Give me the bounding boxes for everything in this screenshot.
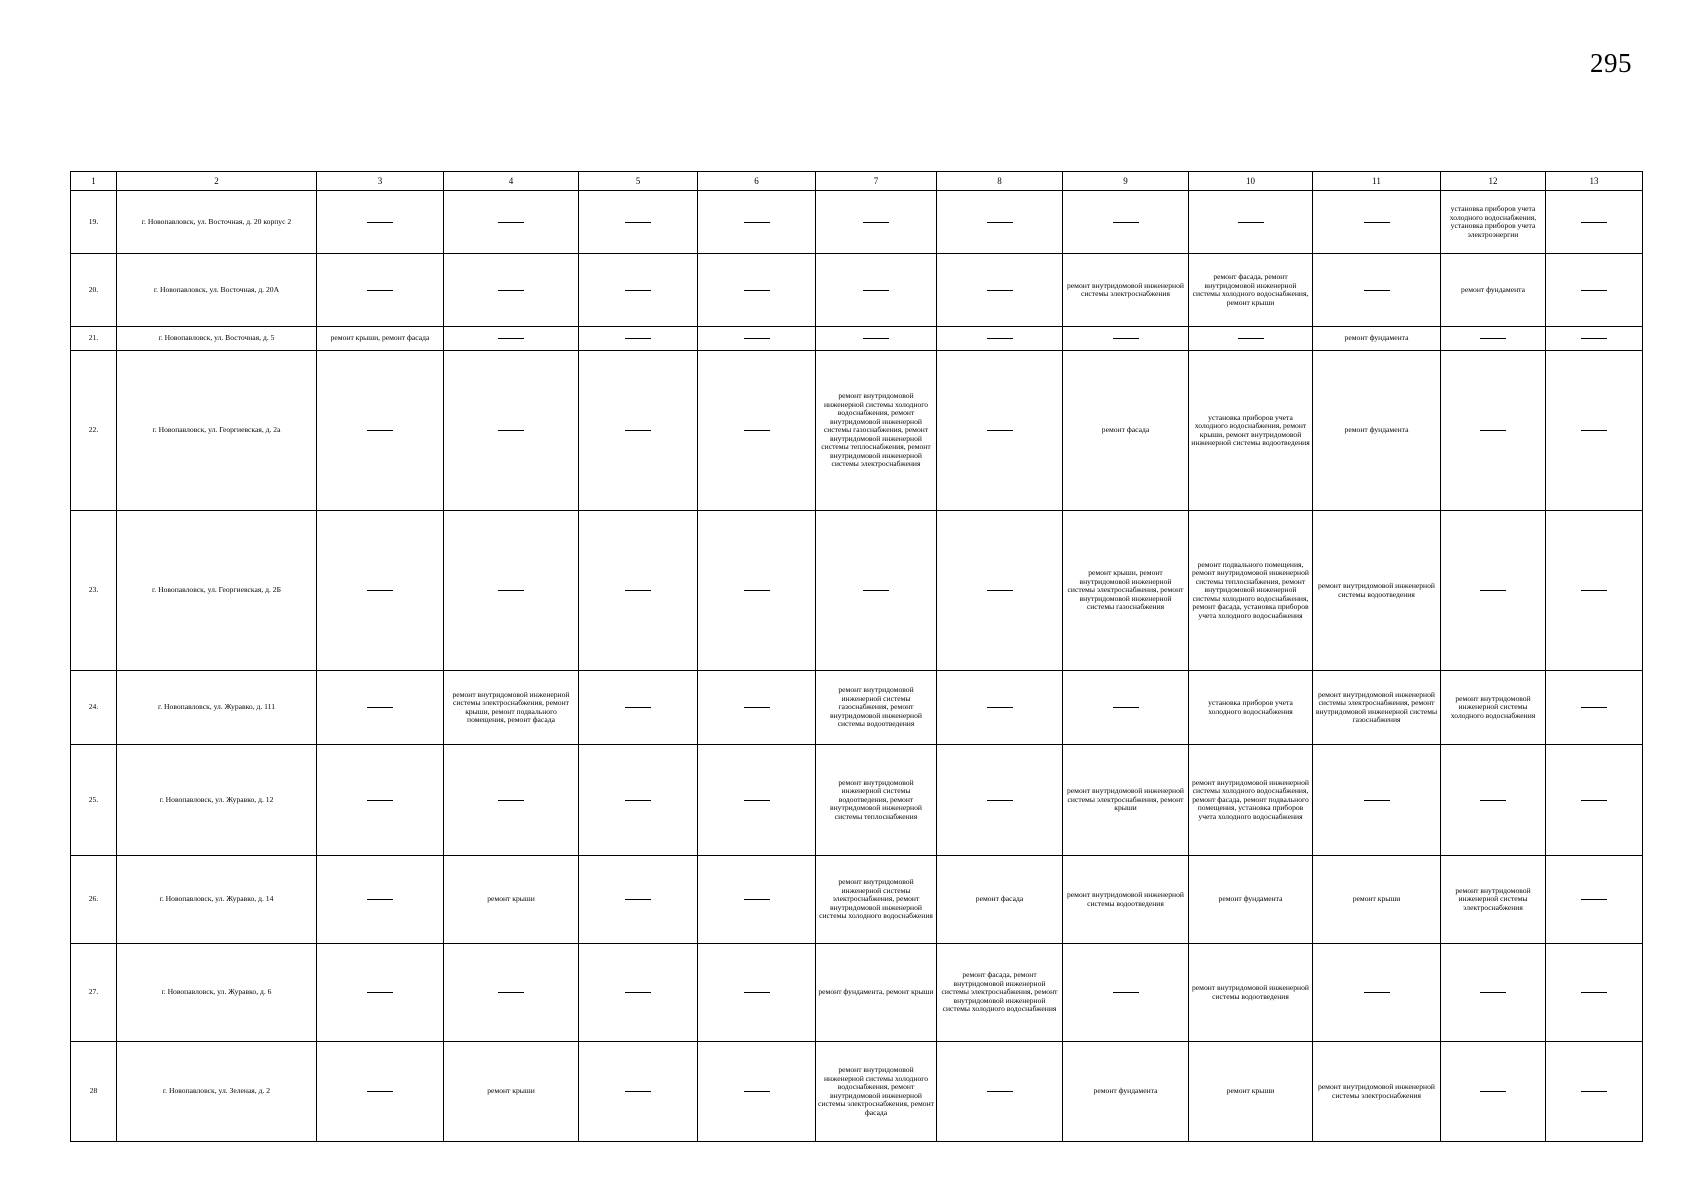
empty-dash <box>1364 222 1390 223</box>
work-cell-col-5 <box>579 327 698 351</box>
work-cell-col-12 <box>1441 511 1546 671</box>
work-description: ремонт внутридомовой инженерной системы холодного водоснабжения, ремонт внутридомовой инженерной системы электроснабжения, ремонт фасада <box>818 1065 934 1117</box>
empty-dash <box>1480 590 1506 591</box>
work-cell-col-10 <box>1189 254 1313 327</box>
column-number-5: 5 <box>579 172 698 191</box>
work-cell-col-8 <box>937 254 1063 327</box>
address-cell: г. Новопавловск, ул. Восточная, д. 5 <box>117 327 317 351</box>
empty-dash <box>367 290 393 291</box>
empty-dash <box>1581 707 1607 708</box>
work-cell-col-11 <box>1313 1042 1441 1142</box>
work-cell-col-10 <box>1189 671 1313 745</box>
repair-schedule-table <box>70 171 1643 1142</box>
work-cell-col-9 <box>1063 1042 1189 1142</box>
empty-dash <box>744 290 770 291</box>
address-cell: г. Новопавловск, ул. Зеленая, д. 2 <box>117 1042 317 1142</box>
table-row <box>71 856 1643 944</box>
work-description: ремонт внутридомовой инженерной системы электроснабжения <box>1455 885 1531 912</box>
work-description: ремонт фасада, ремонт внутридомовой инженерной системы холодного водоснабжения, ремонт крыши <box>1192 272 1309 307</box>
work-cell-col-8 <box>937 1042 1063 1142</box>
work-cell-col-6 <box>698 944 816 1042</box>
work-cell-col-11 <box>1313 671 1441 745</box>
work-description: установка приборов учета холодного водоснабжения <box>1208 698 1293 716</box>
work-cell-col-10 <box>1189 191 1313 254</box>
work-cell-col-11 <box>1313 327 1441 351</box>
work-cell-col-8 <box>937 856 1063 944</box>
work-cell-col-9 <box>1063 327 1189 351</box>
work-description: ремонт крыши <box>1226 1086 1275 1096</box>
work-cell-col-4 <box>444 327 579 351</box>
empty-dash <box>367 590 393 591</box>
empty-dash <box>498 992 524 993</box>
empty-dash <box>625 1091 651 1092</box>
work-cell-col-11 <box>1313 944 1441 1042</box>
column-number-8: 8 <box>937 172 1063 191</box>
work-cell-col-11 <box>1313 511 1441 671</box>
work-cell-col-12 <box>1441 856 1546 944</box>
work-cell-col-12 <box>1441 671 1546 745</box>
work-cell-col-9 <box>1063 191 1189 254</box>
empty-dash <box>625 338 651 339</box>
empty-dash <box>1480 800 1506 801</box>
address-cell: г. Новопавловск, ул. Журавко, д. 111 <box>117 671 317 745</box>
work-cell-col-7 <box>816 511 937 671</box>
work-cell-col-4 <box>444 191 579 254</box>
work-cell-col-9 <box>1063 511 1189 671</box>
empty-dash <box>625 290 651 291</box>
address-cell: г. Новопавловск, ул. Восточная, д. 20 корпус 2 <box>117 191 317 254</box>
work-cell-col-6 <box>698 671 816 745</box>
work-cell-col-6 <box>698 191 816 254</box>
work-cell-col-3 <box>317 511 444 671</box>
work-cell-col-6 <box>698 856 816 944</box>
work-cell-col-10 <box>1189 327 1313 351</box>
table-row <box>71 254 1643 327</box>
empty-dash <box>1581 899 1607 900</box>
work-cell-col-4 <box>444 254 579 327</box>
work-cell-col-4 <box>444 351 579 511</box>
row-number: 26. <box>71 856 117 944</box>
work-description: ремонт внутридомовой инженерной системы водоотведения <box>1318 581 1435 599</box>
work-cell-col-3 <box>317 1042 444 1142</box>
column-number-1: 1 <box>71 172 117 191</box>
address-cell: г. Новопавловск, ул. Восточная, д. 20А <box>117 254 317 327</box>
work-cell-col-13 <box>1546 856 1643 944</box>
work-cell-col-6 <box>698 745 816 856</box>
work-cell-col-3 <box>317 351 444 511</box>
empty-dash <box>744 899 770 900</box>
empty-dash <box>367 800 393 801</box>
column-number-3: 3 <box>317 172 444 191</box>
empty-dash <box>863 590 889 591</box>
empty-dash <box>625 707 651 708</box>
empty-dash <box>498 590 524 591</box>
work-description: ремонт внутридомовой инженерной системы холодного водоснабжения, ремонт внутридомовой инженерной системы газоснабжения, ремонт внутридомовой инженерной системы теплоснабжения, ремонт внутридомовой инженерной системы электроснабжения <box>821 391 931 469</box>
empty-dash <box>1364 800 1390 801</box>
work-description: ремонт фасада <box>1101 425 1150 435</box>
work-cell-col-12 <box>1441 1042 1546 1142</box>
work-cell-col-8 <box>937 511 1063 671</box>
empty-dash <box>1113 992 1139 993</box>
work-cell-col-8 <box>937 191 1063 254</box>
empty-dash <box>625 222 651 223</box>
empty-dash <box>1364 992 1390 993</box>
column-number-11: 11 <box>1313 172 1441 191</box>
empty-dash <box>744 992 770 993</box>
page-number: 295 <box>1590 48 1632 78</box>
work-cell-col-6 <box>698 1042 816 1142</box>
work-description: ремонт фундамента, ремонт крыши <box>818 987 934 997</box>
work-cell-col-8 <box>937 944 1063 1042</box>
address-cell: г. Новопавловск, ул. Журавко, д. 12 <box>117 745 317 856</box>
work-cell-col-9 <box>1063 856 1189 944</box>
empty-dash <box>367 430 393 431</box>
empty-dash <box>367 222 393 223</box>
table-row <box>71 327 1643 351</box>
empty-dash <box>987 290 1013 291</box>
work-cell-col-13 <box>1546 511 1643 671</box>
empty-dash <box>1581 222 1607 223</box>
table-row <box>71 1042 1643 1142</box>
empty-dash <box>863 290 889 291</box>
work-cell-col-13 <box>1546 745 1643 856</box>
empty-dash <box>1480 1091 1506 1092</box>
work-cell-col-9 <box>1063 745 1189 856</box>
work-cell-col-10 <box>1189 511 1313 671</box>
work-description: ремонт внутридомовой инженерной системы холодного водоснабжения, ремонт фасада, ремонт подвального помещения, установка приборов учета холодного водоснабжения <box>1192 777 1309 821</box>
empty-dash <box>1581 800 1607 801</box>
empty-dash <box>1581 290 1607 291</box>
empty-dash <box>987 800 1013 801</box>
work-cell-col-11 <box>1313 191 1441 254</box>
column-number-10: 10 <box>1189 172 1313 191</box>
work-description: ремонт внутридомовой инженерной системы электроснабжения, ремонт внутридомовой инженерной системы газоснабжения <box>1315 689 1438 724</box>
empty-dash <box>987 338 1013 339</box>
work-cell-col-8 <box>937 351 1063 511</box>
work-cell-col-12 <box>1441 327 1546 351</box>
empty-dash <box>498 338 524 339</box>
work-description: ремонт фундамента <box>1218 894 1283 904</box>
column-number-6: 6 <box>698 172 816 191</box>
work-description: ремонт крыши <box>487 894 535 904</box>
empty-dash <box>625 590 651 591</box>
empty-dash <box>1581 338 1607 339</box>
column-number-12: 12 <box>1441 172 1546 191</box>
empty-dash <box>1581 430 1607 431</box>
empty-dash <box>625 899 651 900</box>
row-number: 22. <box>71 351 117 511</box>
table-body <box>71 191 1643 1142</box>
empty-dash <box>863 338 889 339</box>
empty-dash <box>498 222 524 223</box>
work-cell-col-11 <box>1313 745 1441 856</box>
work-description: установка приборов учета холодного водоснабжения, ремонт крыши, ремонт внутридомовой инженерной системы водоотведения <box>1191 412 1310 447</box>
empty-dash <box>744 590 770 591</box>
work-description: ремонт фундамента <box>1344 333 1409 343</box>
work-cell-col-13 <box>1546 327 1643 351</box>
work-description: ремонт фундамента <box>1093 1086 1158 1096</box>
table-row <box>71 671 1643 745</box>
work-cell-col-9 <box>1063 944 1189 1042</box>
work-cell-col-3 <box>317 254 444 327</box>
empty-dash <box>744 707 770 708</box>
work-cell-col-5 <box>579 191 698 254</box>
work-cell-col-3 <box>317 327 444 351</box>
column-number-13: 13 <box>1546 172 1643 191</box>
row-number: 28 <box>71 1042 117 1142</box>
empty-dash <box>625 430 651 431</box>
work-cell-col-8 <box>937 671 1063 745</box>
work-cell-col-13 <box>1546 254 1643 327</box>
work-description: ремонт внутридомовой инженерной системы водоотведения <box>1067 890 1184 908</box>
work-cell-col-12 <box>1441 944 1546 1042</box>
work-description: ремонт фасада <box>975 894 1024 904</box>
work-description: ремонт внутридомовой инженерной системы водоотведения, ремонт внутридомовой инженерной системы теплоснабжения <box>830 777 922 821</box>
work-cell-col-7 <box>816 1042 937 1142</box>
work-cell-col-7 <box>816 745 937 856</box>
work-cell-col-3 <box>317 745 444 856</box>
empty-dash <box>1480 338 1506 339</box>
empty-dash <box>1113 222 1139 223</box>
empty-dash <box>1480 430 1506 431</box>
work-cell-col-5 <box>579 671 698 745</box>
column-number-row <box>71 172 1643 191</box>
empty-dash <box>1581 1091 1607 1092</box>
work-cell-col-5 <box>579 1042 698 1142</box>
work-cell-col-7 <box>816 351 937 511</box>
work-cell-col-6 <box>698 327 816 351</box>
work-cell-col-4 <box>444 856 579 944</box>
work-cell-col-3 <box>317 856 444 944</box>
work-cell-col-5 <box>579 511 698 671</box>
work-description: ремонт внутридомовой инженерной системы электроснабжения, ремонт крыши, ремонт подвального помещения, ремонт фасада <box>452 689 570 724</box>
work-cell-col-12 <box>1441 191 1546 254</box>
work-description: ремонт крыши <box>1352 894 1401 904</box>
work-description: ремонт внутридомовой инженерной системы холодного водоснабжения <box>1450 693 1536 720</box>
empty-dash <box>498 290 524 291</box>
work-cell-col-4 <box>444 511 579 671</box>
work-cell-col-7 <box>816 254 937 327</box>
empty-dash <box>367 1091 393 1092</box>
work-cell-col-9 <box>1063 351 1189 511</box>
empty-dash <box>744 430 770 431</box>
empty-dash <box>1364 290 1390 291</box>
work-cell-col-10 <box>1189 1042 1313 1142</box>
work-cell-col-8 <box>937 745 1063 856</box>
empty-dash <box>367 707 393 708</box>
work-cell-col-4 <box>444 1042 579 1142</box>
row-number: 24. <box>71 671 117 745</box>
work-cell-col-12 <box>1441 351 1546 511</box>
work-cell-col-5 <box>579 944 698 1042</box>
work-cell-col-13 <box>1546 1042 1643 1142</box>
work-cell-col-9 <box>1063 671 1189 745</box>
empty-dash <box>1480 992 1506 993</box>
column-number-9: 9 <box>1063 172 1189 191</box>
empty-dash <box>987 1091 1013 1092</box>
empty-dash <box>744 800 770 801</box>
work-cell-col-12 <box>1441 745 1546 856</box>
empty-dash <box>625 800 651 801</box>
empty-dash <box>863 222 889 223</box>
empty-dash <box>744 338 770 339</box>
empty-dash <box>987 222 1013 223</box>
work-cell-col-10 <box>1189 351 1313 511</box>
column-number-4: 4 <box>444 172 579 191</box>
work-cell-col-5 <box>579 351 698 511</box>
work-description: ремонт крыши, ремонт фасада <box>330 333 430 343</box>
empty-dash <box>744 1091 770 1092</box>
work-cell-col-6 <box>698 254 816 327</box>
work-cell-col-7 <box>816 944 937 1042</box>
empty-dash <box>1113 338 1139 339</box>
work-cell-col-10 <box>1189 944 1313 1042</box>
work-cell-col-13 <box>1546 191 1643 254</box>
empty-dash <box>1581 590 1607 591</box>
work-description: ремонт внутридомовой инженерной системы электроснабжения, ремонт крыши <box>1067 786 1184 813</box>
row-number: 25. <box>71 745 117 856</box>
empty-dash <box>1238 222 1264 223</box>
work-description: ремонт крыши, ремонт внутридомовой инженерной системы электроснабжения, ремонт внутридомовой инженерной системы газоснабжения <box>1067 568 1184 612</box>
work-cell-col-4 <box>444 944 579 1042</box>
address-cell: г. Новопавловск, ул. Журавко, д. 6 <box>117 944 317 1042</box>
empty-dash <box>1113 707 1139 708</box>
address-cell: г. Новопавловск, ул. Журавко, д. 14 <box>117 856 317 944</box>
work-cell-col-11 <box>1313 254 1441 327</box>
work-description: ремонт подвального помещения, ремонт внутридомовой инженерной системы теплоснабжения, ремонт внутридомовой инженерной системы холодного водоснабжения, ремонт фасада, установка приборов учета холодного водоснабжения <box>1192 559 1309 620</box>
work-cell-col-4 <box>444 745 579 856</box>
work-cell-col-7 <box>816 671 937 745</box>
address-cell: г. Новопавловск, ул. Георгиевская, д. 2Б <box>117 511 317 671</box>
column-number-7: 7 <box>816 172 937 191</box>
work-cell-col-5 <box>579 856 698 944</box>
work-cell-col-10 <box>1189 856 1313 944</box>
row-number: 23. <box>71 511 117 671</box>
empty-dash <box>625 992 651 993</box>
work-cell-col-6 <box>698 511 816 671</box>
column-number-2: 2 <box>117 172 317 191</box>
work-cell-col-3 <box>317 191 444 254</box>
work-cell-col-11 <box>1313 856 1441 944</box>
work-cell-col-8 <box>937 327 1063 351</box>
empty-dash <box>744 222 770 223</box>
work-description: ремонт внутридомовой инженерной системы газоснабжения, ремонт внутридомовой инженерной системы водоотведения <box>830 685 922 729</box>
work-description: ремонт внутридомовой инженерной системы водоотведения <box>1192 983 1309 1001</box>
work-cell-col-5 <box>579 254 698 327</box>
table-row <box>71 191 1643 254</box>
work-cell-col-4 <box>444 671 579 745</box>
empty-dash <box>987 707 1013 708</box>
address-cell: г. Новопавловск, ул. Георгиевская, д. 2а <box>117 351 317 511</box>
work-description: ремонт фундамента <box>1461 284 1525 294</box>
empty-dash <box>498 430 524 431</box>
empty-dash <box>498 800 524 801</box>
table-row <box>71 351 1643 511</box>
work-cell-col-6 <box>698 351 816 511</box>
work-description: ремонт внутридомовой инженерной системы электроснабжения <box>1318 1082 1435 1100</box>
work-cell-col-13 <box>1546 944 1643 1042</box>
work-cell-col-12 <box>1441 254 1546 327</box>
work-description: ремонт внутридомовой инженерной системы электроснабжения, ремонт внутридомовой инженерной системы холодного водоснабжения <box>819 877 933 921</box>
work-cell-col-3 <box>317 671 444 745</box>
empty-dash <box>987 430 1013 431</box>
work-cell-col-7 <box>816 327 937 351</box>
work-cell-col-11 <box>1313 351 1441 511</box>
empty-dash <box>367 899 393 900</box>
work-cell-col-9 <box>1063 254 1189 327</box>
work-cell-col-7 <box>816 191 937 254</box>
work-cell-col-5 <box>579 745 698 856</box>
row-number: 19. <box>71 191 117 254</box>
empty-dash <box>987 590 1013 591</box>
work-description: ремонт фундамента <box>1344 425 1409 435</box>
empty-dash <box>1581 992 1607 993</box>
work-description: ремонт внутридомовой инженерной системы электроснабжения <box>1067 280 1184 298</box>
row-number: 20. <box>71 254 117 327</box>
table-row <box>71 944 1643 1042</box>
row-number: 21. <box>71 327 117 351</box>
work-description: ремонт фасада, ремонт внутридомовой инженерной системы электроснабжения, ремонт внутридомовой инженерной системы холодного водоснабжения <box>941 970 1058 1014</box>
work-description: установка приборов учета холодного водоснабжения, установка приборов учета электроэнергии <box>1449 204 1537 239</box>
work-cell-col-3 <box>317 944 444 1042</box>
table-row <box>71 745 1643 856</box>
work-cell-col-10 <box>1189 745 1313 856</box>
empty-dash <box>1238 338 1264 339</box>
work-cell-col-13 <box>1546 671 1643 745</box>
row-number: 27. <box>71 944 117 1042</box>
work-cell-col-7 <box>816 856 937 944</box>
work-description: ремонт крыши <box>487 1086 535 1096</box>
work-cell-col-13 <box>1546 351 1643 511</box>
table-row <box>71 511 1643 671</box>
empty-dash <box>367 992 393 993</box>
